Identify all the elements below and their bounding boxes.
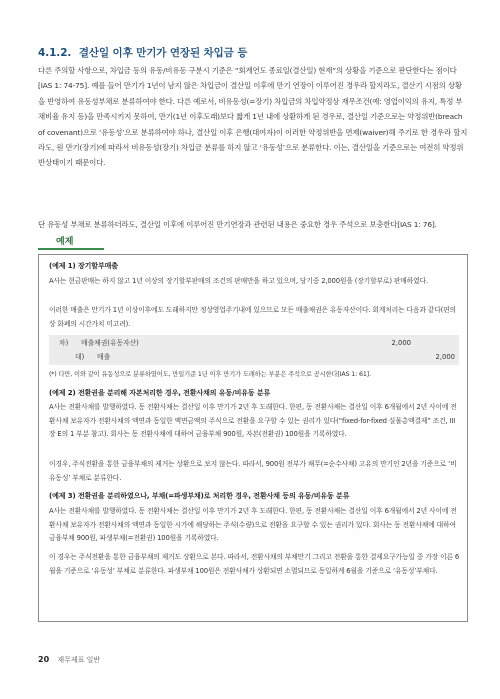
credit-marker: 대) (75, 353, 85, 361)
debit-account: 매출채권(유동자산) (81, 339, 139, 347)
debit-marker: 차) (59, 339, 69, 347)
journal-note: (*) 다만, 이와 같이 유동성으로 분류하였어도, 만일기준 1년 이후 만기가 도래하는 부분은 주석으로 공시한다[IAS 1: 61]. (49, 371, 371, 378)
credit-amount: 2,000 (435, 353, 455, 361)
example-3-text-2: 이 경우는 주식전환을 통한 금융부채의 제거도 상환으로 본다. 따라서, 전환사채의 부채만기 그리고 전환을 통한 결제요구가능일 중 가장 이른 6월을 기준으로 ‘유동성’ 부채로 분류한다. 파생부채 100원은 전환사채가 상환되면 소멸되므로 동일하게 6월을 기준으로 ‘유동성’부채다. (49, 553, 460, 575)
example-1-title: (예제 1) 장기할부매출 (49, 262, 118, 270)
section-number: 4.1.2. (38, 47, 72, 59)
example-1-text-2: 이러한 매출은 만기가 1년 이상이후에도 도래하지만 정상영업주기내에 있으므로 모든 매출채권은 유동자산이다. 회계처리는 다음과 같다(편의상 화폐의 시간가치 미고려). (49, 306, 456, 328)
example-2-text-1: A사는 전환사채를 발행하였다. 동 전환사채는 결산일 이후 만기가 2년 후 도래한다. 한편, 동 전환사채는 결산일 이후 6개월에서 2년 사이에 전환사채 보유자가 전환사채의 액면과 동일한 액면금액의 주식으로 전환을 요구할 수 있는 권리가 있다(“fixed-for-fixed 실물총액결제” 조건, III장 E의 1 부분 참고). 회사는 동 전환사채에 대하여 금융부채 900원, 자본(전환권) 100원을 기록하였다. (49, 403, 457, 439)
body-paragraph-2: 단 유동성 부채로 분류하더라도, 결산일 이후에 이루어진 만기연장과 관련된 내용은 중요한 경우 주석으로 보충한다[IAS 1: 76]. (38, 220, 437, 229)
journal-debit-row (49, 336, 459, 350)
example-label: 예제 (56, 237, 74, 247)
journal-credit-row (49, 350, 459, 364)
book-title: 재무제표 일반 (57, 656, 101, 664)
section-heading (38, 45, 468, 60)
debit-amount: 2,000 (391, 339, 411, 347)
section-title: 결산일 이후 만기가 연장된 차입금 등 (78, 47, 248, 59)
example-box (38, 254, 468, 622)
example-2-title: (예제 2) 전환권을 분리해 자본처리한 경우, 전환사채의 유동/비유동 분류 (49, 389, 271, 397)
example-3-text-1: A사는 전환사채를 발행하였다. 동 전환사채는 결산일 이후 만기가 2년 후 도래한다. 한편, 동 전환사채는 결산일 이후 6개월에서 2년 사이에 전환사채 보유자가 전환사채의 액면과 동일한 시가에 해당하는 주식(수량)으로 전환을 요구할 수 있는 권리가 있다. 회사는 동 전환사채에 대하여 금융부채 900원, 파생부채(=전환권) 100원을 기록하였다. (49, 507, 457, 543)
example-3-title: (예제 3) 전환권을 분리하였으나, 부채(=파생부채)로 처리한 경우, 전환사채 등의 유동/비유동 분류 (49, 492, 350, 500)
journal-entry (49, 335, 459, 365)
page-footer (38, 655, 100, 665)
body-paragraph-1: 다른 주의할 사항으로, 차입금 등의 유동/비유동 구분시 기준은 “회계연도 종료일(결산일) 현재”의 상황을 기준으로 판단한다는 점이다[IAS 1: 74-75]. 예를 들어 만기가 1년이 남지 않은 차입금이 결산일 이후에 만기 연장이 이루어진 경우라 할지라도, 결산기 시점의 상황을 반영하여 유동성부채로 분류하여야 한다. 다른 예로서, 비유동성(=장기) 차입금의 차입약정상 재무조건(예: 영업이익의 유지, 특정 부채비율 유지 등)을 만족시키지 못하여, 만기(1년 이후도래)보다 짧게 1년 내에 상환하게 된 경우로, 결산일 기준으로는 약정위반(breach of covenant)으로 ‘유동성’으로 분류하여야 하나, 결산일 이후 은행(대여자)이 이러한 약정위반을 면제(waiver)해 주기로 한 경우라 할지라도, 원 만기(장기)에 따라서 비유동성(장기) 차입금 분류를 하지 않고 ‘유동성’으로 분류한다. 이는, 결산일을 기준으로는 여전히 약정위반상태이기 때문이다. (38, 66, 468, 168)
page-number: 20 (38, 655, 50, 664)
example-divider (38, 248, 104, 250)
example-2-text-2: 이경우, 주식전환을 통한 금융부채의 제거는 상환으로 보지 않는다. 따라서, 900원 전부가 채무(=순수사채) 고유의 만기인 2년을 기준으로 ‘비유동성’ 부채로 분류한다. (49, 460, 457, 482)
example-1-text-1: A사는 현금판매는 하지 않고 1년 이상의 장기할부판매의 조건의 판매만을 하고 있으며, 당기중 2,000원을 (장기할부로) 판매하였다. (49, 277, 428, 285)
credit-account: 매출 (97, 353, 111, 361)
